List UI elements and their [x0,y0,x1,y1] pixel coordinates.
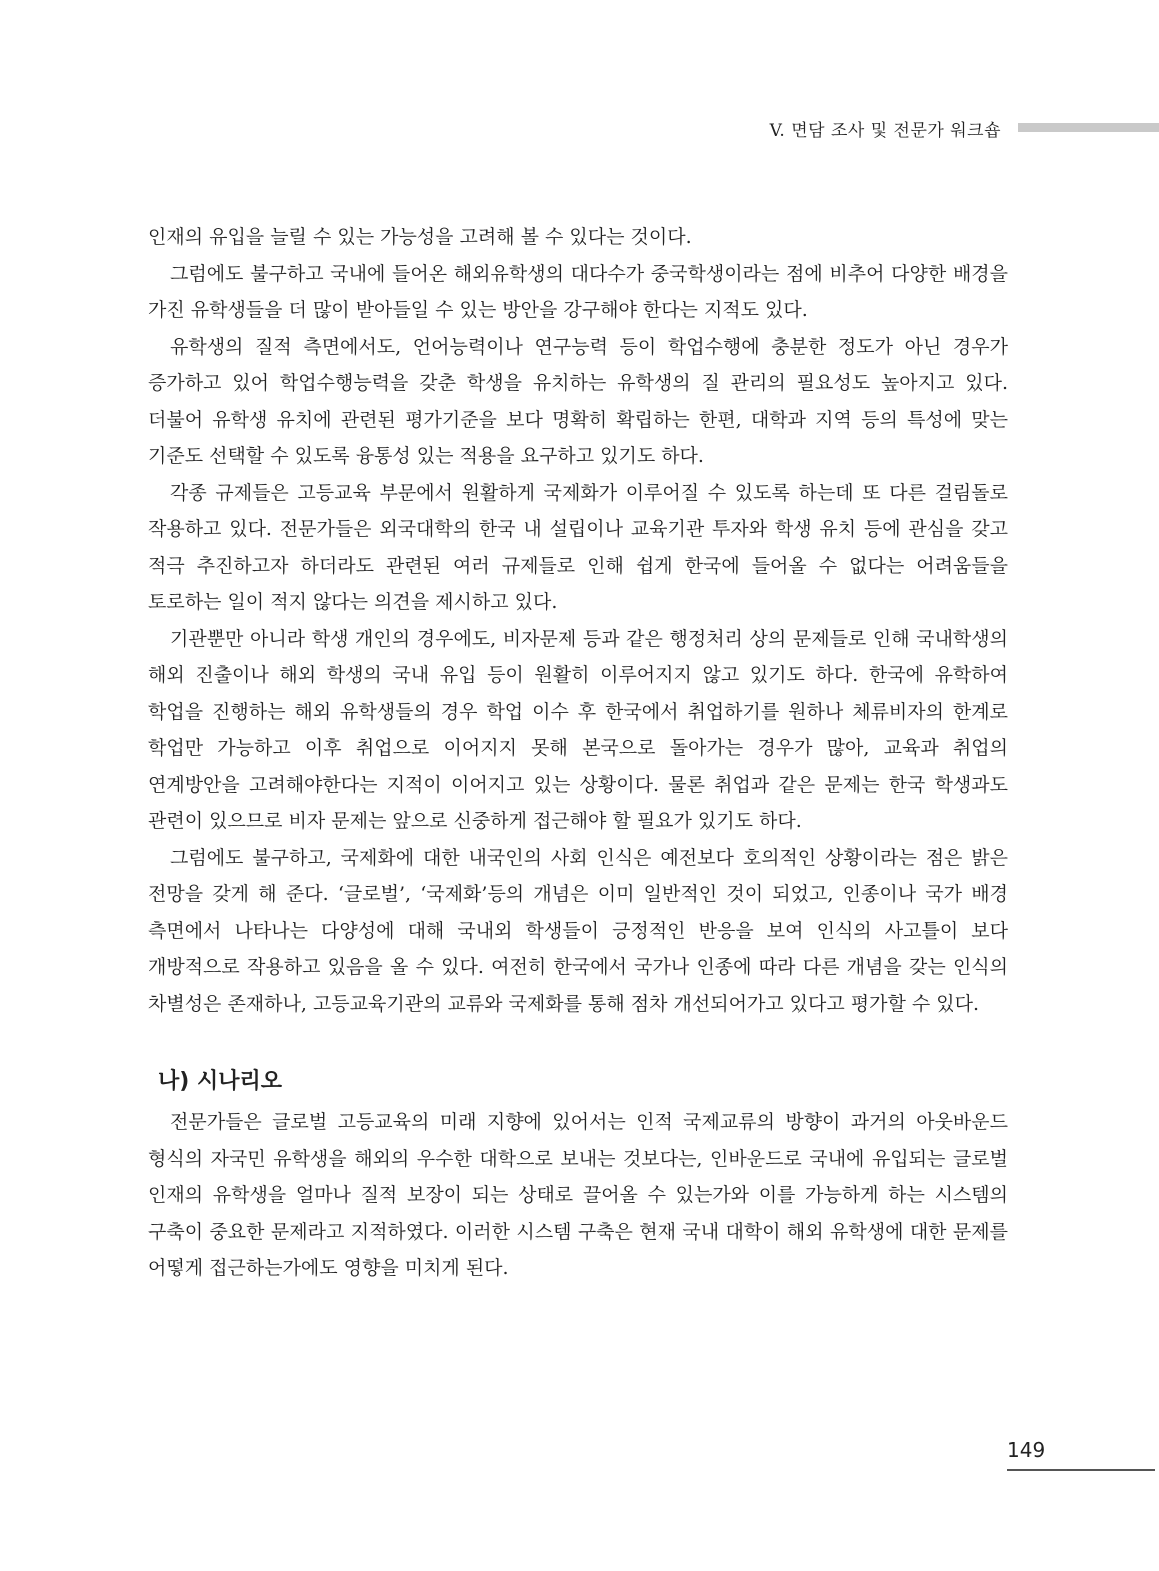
chapter-title: V. 면담 조사 및 전문가 워크숍 [769,121,1001,141]
paragraph-1: 인재의 유입을 늘릴 수 있는 가능성을 고려해 볼 수 있다는 것이다. [148,226,692,248]
paragraph-6: 그럼에도 불구하고, 국제화에 대한 내국인의 사회 인식은 예전보다 호의적인 상황이라는 점은 밝은 전망을 갖게 해 준다. ‘글로벌’, ‘국제화’등의 개념은 이미 일반적인 것이 되었고, 인종이나 국가 배경 측면에서 나타나는 다양성에 대해 국내외 학생들이 긍정적인 반응을 보여 인식의 사고틀이 보다 개방적으로 작용하고 있음을 올 수 있다. 여전히 한국에서 국가나 인종에 따라 다른 개념을 갖는 인식의 차별성은 존재하나, 고등교육기관의 교류와 국제화를 통해 점차 개선되어가고 있다고 평가할 수 있다. [148,846,1008,1015]
paragraph-3: 유학생의 질적 측면에서도, 언어능력이나 연구능력 등이 학업수행에 충분한 정도가 아닌 경우가 증가하고 있어 학업수행능력을 갖춘 학생을 유치하는 유학생의 질 관리의 필요성도 높아지고 있다. 더불어 유학생 유치에 관련된 평가기준을 보다 명확히 확립하는 한편, 대학과 지역 등의 특성에 맞는 기준도 선택할 수 있도록 융통성 있는 적용을 요구하고 있기도 하다. [148,335,1008,467]
page-number: 149 [1007,1438,1046,1462]
paragraph-4: 각종 규제들은 고등교육 부문에서 원활하게 국제화가 이루어질 수 있도록 하는데 또 다른 걸림돌로 작용하고 있다. 전문가들은 외국대학의 한국 내 설립이나 교육기관 투자와 학생 유치 등에 관심을 갖고 적극 추진하고자 하더라도 관련된 여러 규제들로 인해 쉽게 한국에 들어올 수 없다는 어려움들을 토로하는 일이 적지 않다는 의견을 제시하고 있다. [148,481,1008,613]
body-text [148,219,1008,1287]
header-decorative-bar [1018,123,1159,132]
section-paragraph: 전문가들은 글로벌 고등교육의 미래 지향에 있어서는 인적 국제교류의 방향이 과거의 아웃바운드 형식의 자국민 유학생을 해외의 우수한 대학으로 보내는 것보다는, 인바운드로 국내에 유입되는 글로벌 인재의 유학생을 얼마나 질적 보장이 되는 상태로 끌어올 수 있는가와 이를 가능하게 하는 시스템의 구축이 중요한 문제라고 지적하였다. 이러한 시스템 구축은 현재 국내 대학이 해외 유학생에 대한 문제를 어떻게 접근하는가에도 영향을 미치게 된다. [148,1111,1008,1279]
page-footer [1007,1438,1155,1474]
footer-rule [1007,1469,1155,1471]
paragraph-2: 그럼에도 불구하고 국내에 들어온 해외유학생의 대다수가 중국학생이라는 점에 비추어 다양한 배경을 가진 유학생들을 더 많이 받아들일 수 있는 방안을 강구해야 한다는 지적도 있다. [148,262,1008,321]
section-heading: 나) 시나리오 [158,1069,282,1094]
running-header [0,116,1159,140]
paragraph-5: 기관뿐만 아니라 학생 개인의 경우에도, 비자문제 등과 같은 행정처리 상의 문제들로 인해 국내학생의 해외 진출이나 해외 학생의 국내 유입 등이 원활히 이루어지지 않고 있기도 하다. 한국에 유학하여 학업을 진행하는 해외 유학생들의 경우 학업 이수 후 한국에서 취업하기를 원하나 체류비자의 한계로 학업만 가능하고 이후 취업으로 이어지지 못해 본국으로 돌아가는 경우가 많아, 교육과 취업의 연계방안을 고려해야한다는 지적이 이어지고 있는 상황이다. 물론 취업과 같은 문제는 한국 학생과도 관련이 있으므로 비자 문제는 앞으로 신중하게 접근해야 할 필요가 있기도 하다. [148,627,1008,832]
